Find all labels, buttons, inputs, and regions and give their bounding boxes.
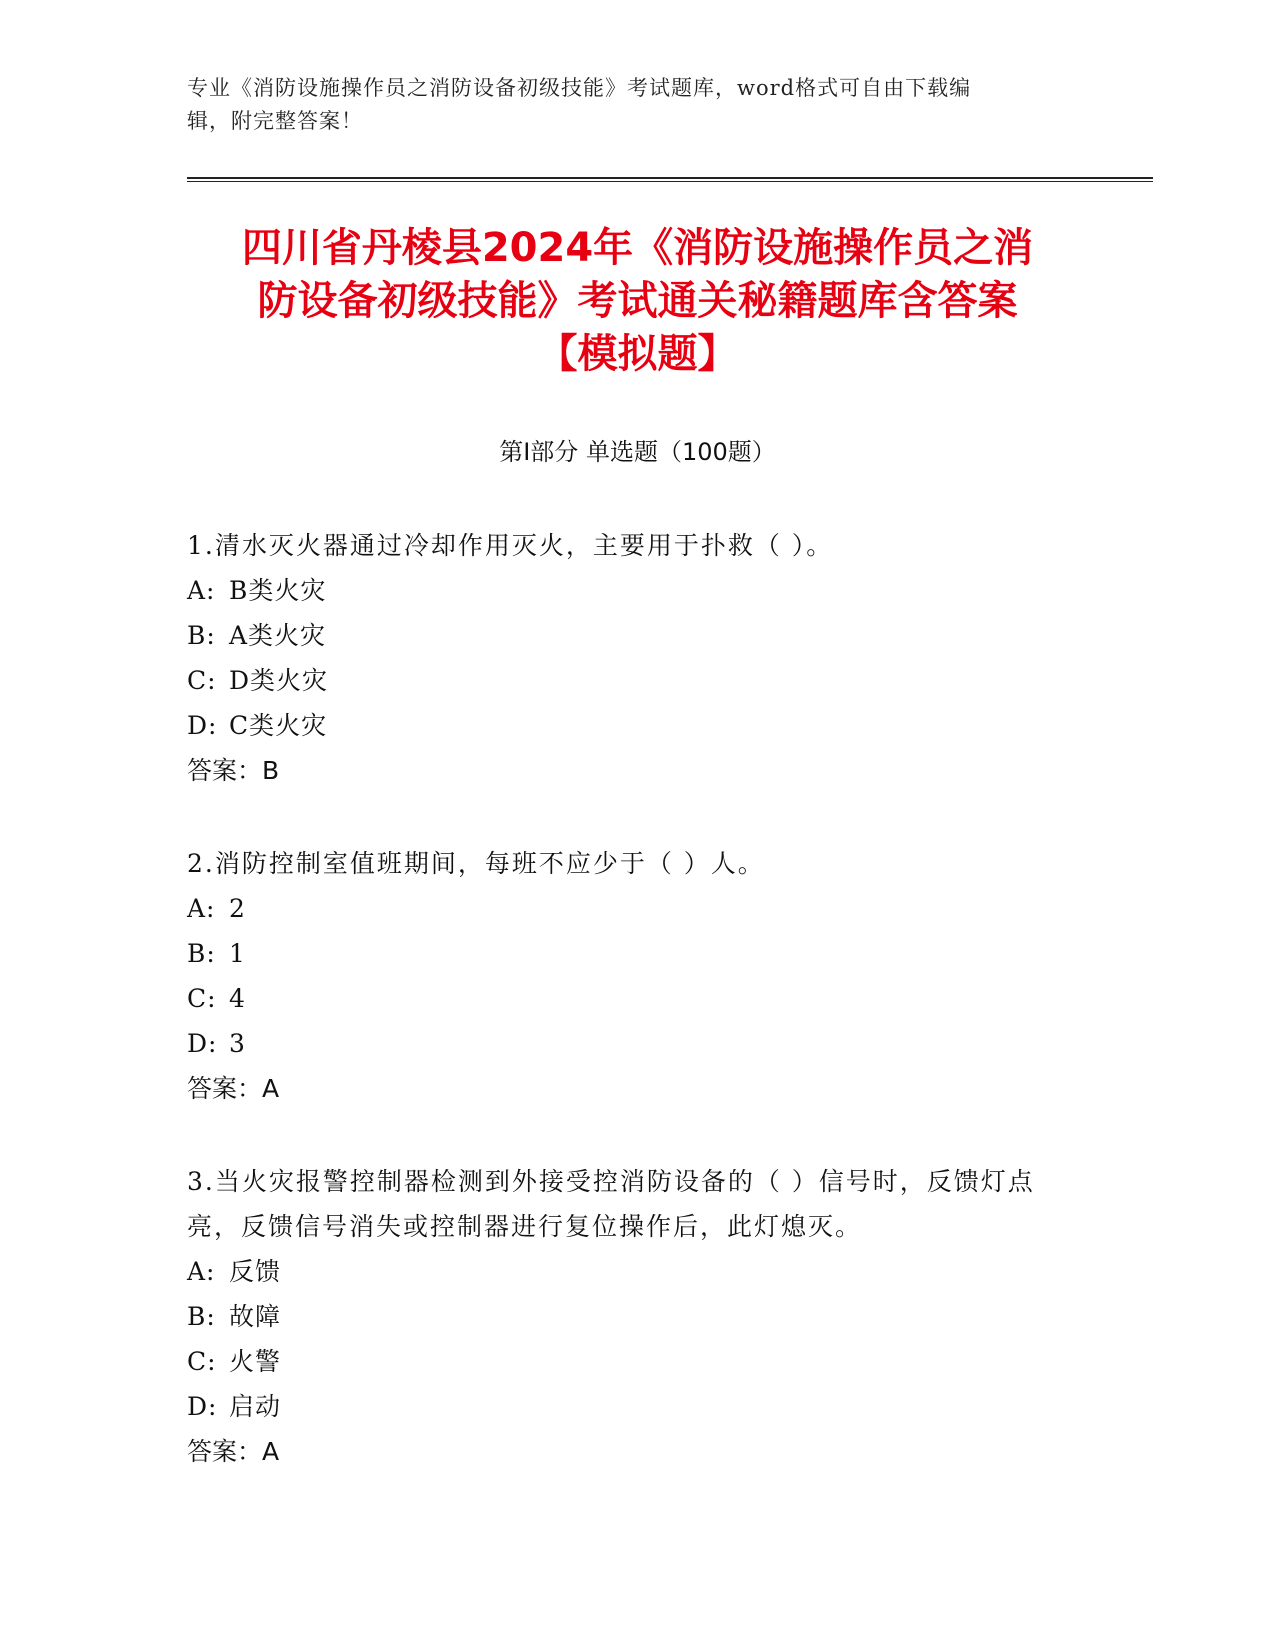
option-a <box>187 1249 1067 1294</box>
option-letter: D: <box>187 1392 218 1421</box>
option-b <box>187 613 1067 658</box>
answer: 答案：A <box>187 1437 280 1466</box>
header-note-line: 专业《消防设施操作员之消防设备初级技能》考试题库，word格式可自由下载编 <box>187 76 972 100</box>
option-c <box>187 658 1067 703</box>
option-letter: C: <box>187 984 217 1013</box>
option-c <box>187 1339 1067 1384</box>
header-rule-thin <box>187 181 1153 182</box>
option-text: 4 <box>229 984 246 1013</box>
option-text: 故障 <box>229 1302 282 1331</box>
option-letter: B: <box>187 939 216 968</box>
question-stem: 2.消防控制室值班期间，每班不应少于（ ）人。 <box>187 849 765 878</box>
page-title-line: 【模拟题】 <box>537 331 738 377</box>
option-b <box>187 931 1067 976</box>
option-text: 2 <box>229 894 246 923</box>
option-d <box>187 703 1067 748</box>
question-2 <box>187 841 1067 1111</box>
question-3 <box>187 1159 1067 1474</box>
option-letter: C: <box>187 1347 217 1376</box>
option-d <box>187 1384 1067 1429</box>
option-d <box>187 1021 1067 1066</box>
option-text: A类火灾 <box>229 621 327 650</box>
answer: 答案：A <box>187 1074 280 1103</box>
option-text: D类火灾 <box>229 666 329 695</box>
answer: 答案：B <box>187 756 280 785</box>
option-text: 启动 <box>229 1392 282 1421</box>
option-text: C类火灾 <box>229 711 328 740</box>
page-title <box>150 222 1125 381</box>
option-letter: D: <box>187 1029 218 1058</box>
option-text: 3 <box>229 1029 246 1058</box>
question-1 <box>187 523 1067 793</box>
header-note-line: 辑，附完整答案！ <box>187 109 363 133</box>
option-a <box>187 886 1067 931</box>
question-stem: 1.清水灭火器通过冷却作用灭火，主要用于扑救（ ）。 <box>187 531 834 560</box>
option-letter: D: <box>187 711 218 740</box>
page-title-line: 防设备初级技能》考试通关秘籍题库含答案 <box>257 278 1018 324</box>
option-text: 1 <box>229 939 246 968</box>
option-text: B类火灾 <box>229 576 327 605</box>
option-letter: A: <box>187 576 216 605</box>
option-a <box>187 568 1067 613</box>
header-rule-thick <box>187 177 1153 179</box>
option-b <box>187 1294 1067 1339</box>
option-letter: A: <box>187 894 216 923</box>
section-title: 第Ⅰ部分 单选题（100题） <box>499 438 776 466</box>
option-letter: B: <box>187 621 216 650</box>
option-text: 反馈 <box>229 1257 282 1286</box>
option-c <box>187 976 1067 1021</box>
page-title-line: 四川省丹棱县2024年《消防设施操作员之消 <box>241 225 1034 271</box>
option-letter: C: <box>187 666 217 695</box>
header-note <box>187 72 1067 138</box>
option-text: 火警 <box>229 1347 282 1376</box>
option-letter: A: <box>187 1257 216 1286</box>
question-stem: 3.当火灾报警控制器检测到外接受控消防设备的（ ）信号时，反馈灯点亮，反馈信号消失或控制器进行复位操作后，此灯熄灭。 <box>187 1167 1035 1241</box>
option-letter: B: <box>187 1302 216 1331</box>
